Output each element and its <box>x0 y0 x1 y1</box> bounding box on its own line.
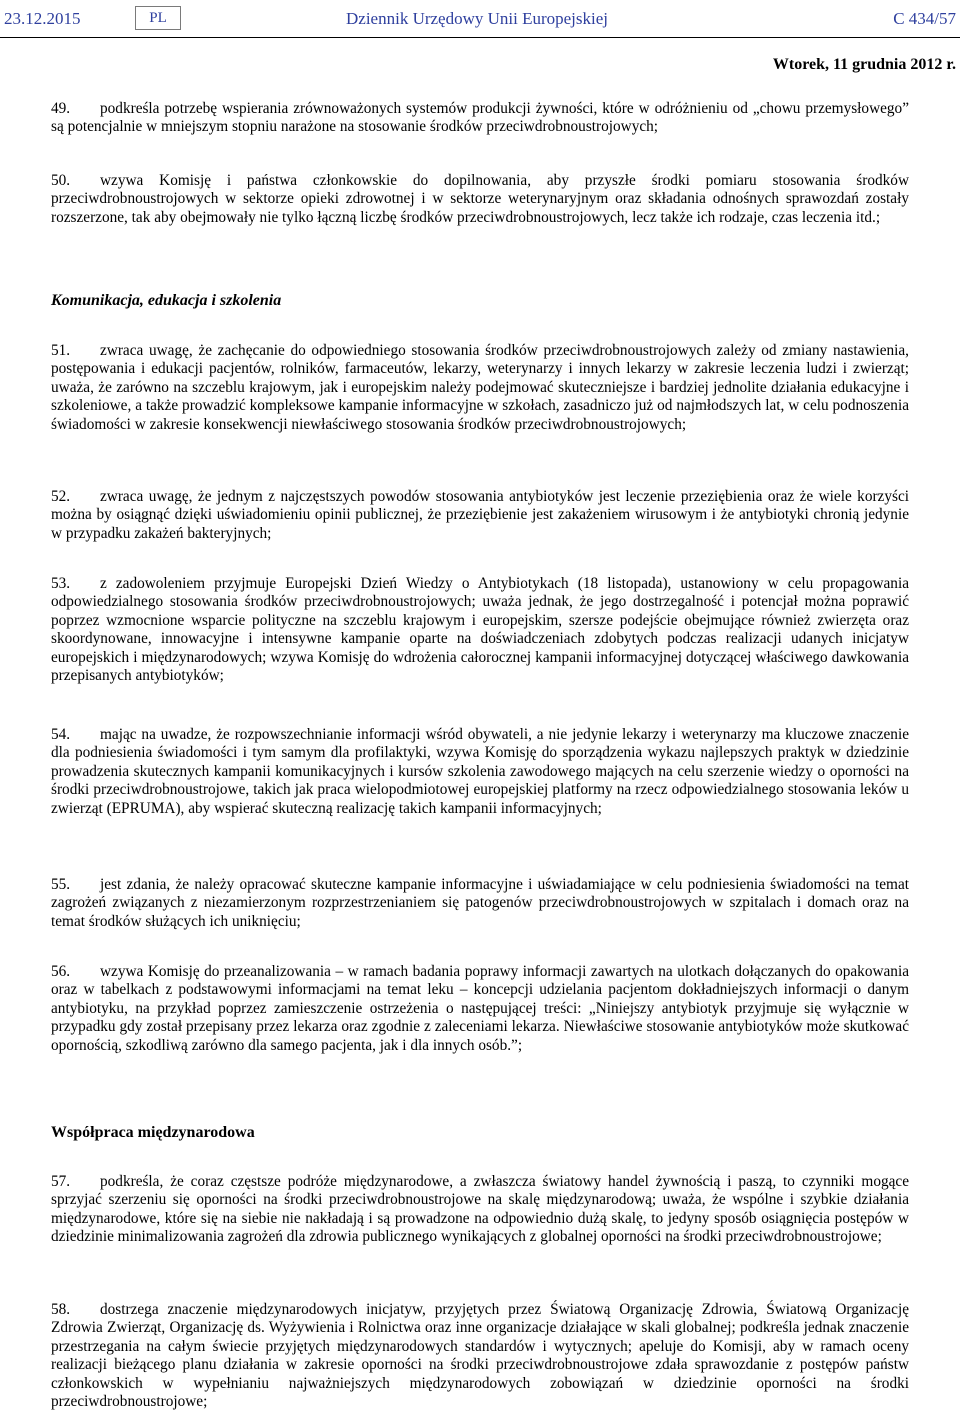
paragraph-text: podkreśla potrzebę wspierania zrównoważonych systemów produkcji żywności, które w odróżnieniu od „chowu przemysłowego” są potencjalnie w mniejszym stopniu narażone na stosowanie środków przeciwdrobnoustrojowych; <box>51 100 909 136</box>
paragraph-55 <box>51 876 909 931</box>
paragraph-57 <box>51 1173 909 1247</box>
journal-title: Dziennik Urzędowy Unii Europejskiej <box>346 9 609 28</box>
paragraph-number: 58. <box>51 1301 71 1318</box>
paragraph-text: podkreśla, że coraz częstsze podróże międzynarodowe, a zwłaszcza światowy handel żywnością i paszą, to czynniki mogące sprzyjać szerzeniu się oporności na środki przeciwdrobnoustrojowe na skalę międzynarodową; uważa, że wspólne i szybkie działania międzynarodowe, które się na siebie nie nakładają i są prowadzone na odpowiednio dużą skalę, to jedyny sposób osiągnięcia postępów w dziedzinie minimalizowania zagrożeń dla zdrowia publicznego wynikających z globalnej oporności na środki przeciwdrobnoustrojowe; <box>51 1173 909 1246</box>
publication-date: 23.12.2015 <box>4 9 81 28</box>
paragraph-number: 53. <box>51 575 71 592</box>
paragraph-text: dostrzega znaczenie międzynarodowych inicjatyw, przyjętych przez Światową Organizację Zdrowia, Światową Organizację Zdrowia Zwierząt, Organizację ds. Wyżywienia i Rolnictwa oraz inne organizacje działające w skali globalnej; podkreśla jednak znaczenie przestrzegania na całym świecie przyjętych międzynarodowych standardów i wytycznych; apeluje do Komisji, aby w ramach oceny realizacji bieżącego planu działania w zakresie oporności na środki przeciwdrobnoustrojowe zdała sprawozdanie z postępów państw członkowskich w wypełnianiu najważniejszych międzynarodowych zobowiązań w dziedzinie oporności na środki przeciwdrobnoustrojowe; <box>51 1301 909 1411</box>
paragraph-58 <box>51 1301 909 1411</box>
paragraph-53 <box>51 575 909 685</box>
paragraph-49 <box>51 100 909 137</box>
paragraph-54 <box>51 726 909 818</box>
paragraph-56 <box>51 963 909 1055</box>
paragraph-number: 51. <box>51 342 71 359</box>
header-divider <box>0 37 960 38</box>
paragraph-number: 55. <box>51 876 71 893</box>
paragraph-text: mając na uwadze, że rozpowszechnianie informacji wśród obywateli, a nie jedynie lekarzy i weterynarzy ma kluczowe znaczenie dla podniesienia świadomości i tym samym dla profilaktyki, wzywa Komisję do sporządzenia wykazu najlepszych praktyk w dziedzinie prowadzenia skutecznych kampanii komunikacyjnych i kursów szkolenia zawodowego mających na celu szerzenie wiedzy o oporności na środki przeciwdrobnoustrojowe, takich jak praca wielopodmiotowej europejskiej platformy na rzecz odpowiedzialnego stosowania leków u zwierząt (EPRUMA), aby wspierać skuteczną realizację takich kampanii informacyjnych; <box>51 726 909 817</box>
language-badge: PL <box>135 6 181 30</box>
page-header <box>0 6 960 32</box>
paragraph-number: 52. <box>51 488 71 505</box>
paragraph-number: 54. <box>51 726 71 743</box>
paragraph-number: 49. <box>51 100 71 117</box>
paragraph-text: jest zdania, że należy opracować skuteczne kampanie informacyjne i uświadamiające w celu podniesienia świadomości na temat zagrożeń związanych z niezamierzonym rozprzestrzenianiem się patogenów przeciwdrobnoustrojowych w szpitalach i domach oraz na temat środków służących ich uniknięciu; <box>51 876 909 930</box>
paragraph-51 <box>51 342 909 434</box>
journal-reference: C 434/57 <box>893 9 956 28</box>
paragraph-number: 56. <box>51 963 71 980</box>
paragraph-52 <box>51 488 909 543</box>
paragraph-text: zwraca uwagę, że jednym z najczęstszych powodów stosowania antybiotyków jest leczenie przeziębienia oraz że wiele korzyści można by osiągnąć dzięki uświadomieniu opinii publicznej, że przeziębienie jest zakażeniem wirusowym i że antybiotyki chronią jedynie w przypadku zakażeń bakteryjnych; <box>51 488 909 542</box>
section-heading-international: Współpraca międzynarodowa <box>51 1124 255 1141</box>
paragraph-text: wzywa Komisję i państwa członkowskie do dopilnowania, aby przyszłe środki pomiaru stosowania środków przeciwdrobnoustrojowych w sektorze opieki zdrowotnej i w sektorze weterynaryjnym oraz składania odnośnych sprawozdań zostały rozszerzone, tak aby obejmowały nie tylko łączną liczbę środków przeciwdrobnoustrojowych, lecz także ich rodzaje, czas leczenia itd.; <box>51 172 909 226</box>
paragraph-number: 57. <box>51 1173 71 1190</box>
paragraph-text: zwraca uwagę, że zachęcanie do odpowiedniego stosowania środków przeciwdrobnoustrojowych zależy od zmiany nastawienia, postępowania i edukacji pacjentów, rolników, farmaceutów, lekarzy, weterynarzy i innych lekarzy w zakresie leczenia ludzi i zwierząt; uważa, że zarówno na szczeblu krajowym, jak i europejskim należy podejmować skuteczniejsze i bardziej jednolite działania edukacyjne i szkoleniowe, a także prowadzić kompleksowe kampanie informacyjne w szkołach, zasadniczo już od najmłodszych lat, w celu podnoszenia świadomości w zakresie konsekwencji niewłaściwego stosowania środków przeciwdrobnoustrojowych; <box>51 342 909 433</box>
section-heading-communication: Komunikacja, edukacja i szkolenia <box>51 292 282 309</box>
paragraph-number: 50. <box>51 172 71 189</box>
paragraph-text: z zadowoleniem przyjmuje Europejski Dzień Wiedzy o Antybiotykach (18 listopada), ustanowiony w celu propagowania odpowiedzialnego stosowania środków przeciwdrobnoustrojowych; uważa jednak, że jego dostrzegalność i potencjał można poprawić poprzez wzmocnione wsparcie polityczne na szczeblu krajowym i europejskim, szersze podejście obejmujące również zwierzęta oraz skoordynowane, innowacyjne i intensywne kampanie oparte na doświadczeniach zdobytych podczas realizacji udanych inicjatyw europejskich i międzynarodowych; wzywa Komisję do wdrożenia całorocznej kampanii informacyjnej dotyczącej właściwego dawkowania przepisanych antybiotyków; <box>51 575 909 685</box>
session-date: Wtorek, 11 grudnia 2012 r. <box>772 56 956 73</box>
paragraph-50 <box>51 172 909 227</box>
paragraph-text: wzywa Komisję do przeanalizowania – w ramach badania poprawy informacji zawartych na ulotkach dołączanych do opakowania oraz w tabelkach z podstawowymi informacjami na temat leku – koncepcji udzielania pacjentom dokładniejszych informacji o danym antybiotyku, na przykład poprzez zamieszczenie ostrzeżenia o następującej treści: „Niniejszy antybiotyk przyjmuje się wyłącznie w przypadku gdy został przepisany przez lekarza oraz zgodnie z zaleceniami lekarza. Niewłaściwe stosowanie antybiotyków może skutkować opornością, szkodliwą zarówno dla samego pacjenta, jak i dla innych osób.”; <box>51 963 909 1054</box>
